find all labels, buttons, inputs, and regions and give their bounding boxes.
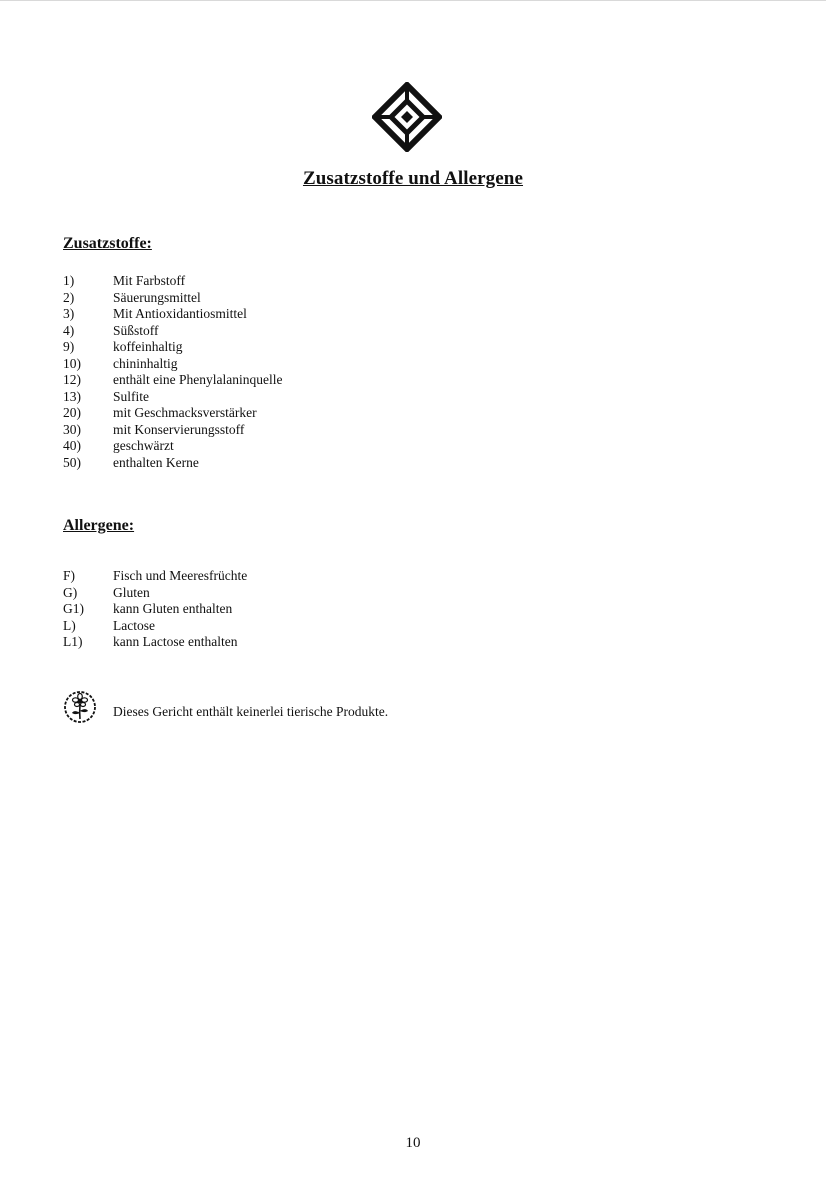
additive-code: 9) [63,339,75,354]
additive-item [63,306,282,323]
allergen-item [63,568,247,585]
additive-label: koffeinhaltig [113,339,183,354]
additive-item [63,372,282,389]
allergen-code: G1) [63,601,84,616]
additive-code: 1) [63,273,75,288]
additive-code: 10) [63,355,81,371]
allergen-label: Gluten [113,584,150,600]
additive-label: enthalten Kerne [113,454,199,470]
additive-label: Süßstoff [113,322,159,338]
additive-item [63,339,282,356]
additives-heading: Zusatzstoffe: [63,235,152,252]
additive-code: 3) [63,306,75,321]
additive-item [63,323,282,340]
additive-label: mit Konservierungsstoff [113,421,245,437]
additive-label: geschwärzt [113,438,174,453]
additive-item [63,422,282,439]
additive-item [63,356,282,373]
diamond-logo-icon [372,82,442,152]
additive-item [63,389,282,406]
page-number: 10 [405,1135,421,1151]
additive-code: 50) [63,454,81,470]
additive-label: Säuerungsmittel [113,289,201,305]
additive-label: Sulfite [113,388,149,404]
additive-label: Mit Antioxidantiosmittel [113,306,247,321]
allergen-item [63,601,247,618]
allergen-code: F) [63,568,76,583]
allergen-label: Fisch und Meeresfrüchte [113,568,248,583]
additive-label: mit Geschmacksverstärker [113,405,257,420]
additive-item [63,405,282,422]
additive-code: 30) [63,421,81,437]
additive-code: 12) [63,372,81,387]
additive-code: 20) [63,405,81,420]
additive-item [63,290,282,307]
allergen-item [63,585,247,602]
additive-item [63,273,282,290]
additive-code: 13) [63,388,81,404]
additive-item [63,438,282,455]
allergen-code: L) [63,617,76,633]
page-title: Zusatzstoffe und Allergene [302,168,524,189]
additives-list [63,273,282,471]
vegan-flower-icon [63,690,97,724]
allergen-label: Lactose [113,617,155,633]
additive-code: 4) [63,322,75,338]
vegan-note-text: Dieses Gericht enthält keinerlei tierische Produkte. [113,704,389,719]
additive-label: Mit Farbstoff [113,273,186,288]
allergens-heading: Allergene: [63,517,135,534]
additive-code: 2) [63,289,75,305]
allergen-item [63,618,247,635]
allergen-code: G) [63,584,78,600]
additive-label: enthält eine Phenylalaninquelle [113,372,283,387]
allergen-label: kann Lactose enthalten [113,634,238,649]
additive-code: 40) [63,438,81,453]
allergen-label: kann Gluten enthalten [113,601,233,616]
additive-item [63,455,282,472]
page-top-border [0,0,826,1]
additive-label: chininhaltig [113,355,178,371]
allergen-item [63,634,247,651]
allergen-code: L1) [63,634,83,649]
allergens-list [63,568,247,651]
